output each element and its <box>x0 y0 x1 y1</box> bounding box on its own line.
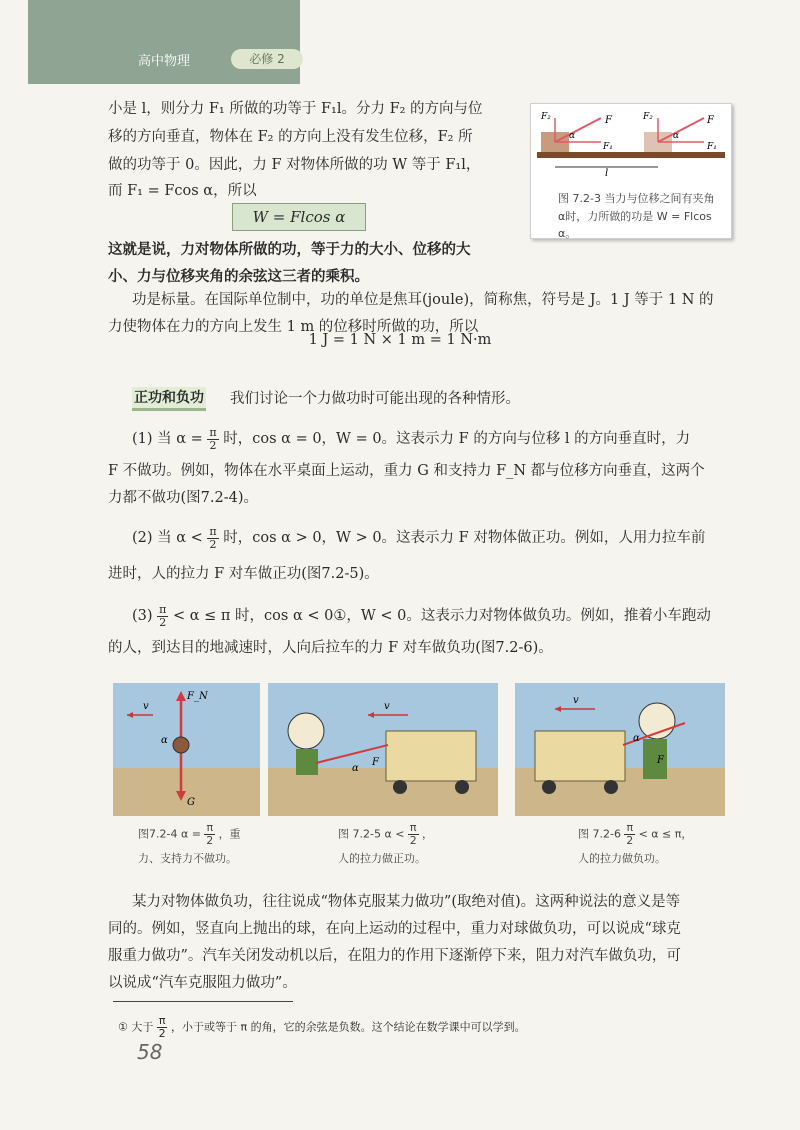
velocity-arrowhead <box>555 706 561 712</box>
pi-num: π <box>159 602 167 616</box>
para3-line2: 同的。例如，竖直向上抛出的球，在向上运动的过程中，重力对球做负功，可以说成“球克 <box>108 921 681 937</box>
para3-line3: 服重力做功”。汽车关闭发动机以后，在阻力的作用下逐渐停下来，阻力对汽车做负功，可 <box>108 948 681 964</box>
case1-rest: 时，cos α = 0，W = 0。这表示力 F 的方向与位移 l 的方向垂直时，力 <box>223 431 691 447</box>
figure-7-2-4-diagram <box>113 683 260 816</box>
two-den: 2 <box>209 537 217 551</box>
velocity-arrowhead <box>368 712 374 718</box>
pi-num: π <box>209 425 217 439</box>
conclusion-line1: 这就是说，力对物体所做的功，等于力的大小、位移的大 <box>108 242 471 258</box>
two-den: 2 <box>209 438 217 452</box>
fig726-caption-prefix: 图 7.2-6 <box>578 827 621 841</box>
pi-over-2 <box>157 604 168 629</box>
label-v: v <box>384 701 390 712</box>
cart <box>535 731 625 781</box>
book-title: 高中物理 <box>138 54 191 69</box>
figure-7-2-6-diagram <box>515 683 725 816</box>
fig726-caption-line2: 人的拉力做负功。 <box>578 852 666 865</box>
figure-7-2-3 <box>530 103 732 239</box>
label-f: F <box>372 757 379 768</box>
label-alpha: α <box>633 733 640 744</box>
case1-line1 <box>132 425 690 453</box>
pi-over-2 <box>204 822 215 847</box>
label-f: F <box>657 755 664 766</box>
label-f-left: F <box>605 115 612 126</box>
label-l: l <box>605 168 609 179</box>
conclusion-line2: 小、力与位移夹角的余弦这三者的乘积。 <box>108 269 369 285</box>
case2-line1 <box>132 524 705 552</box>
label-g: G <box>187 797 195 808</box>
para1-line4: 而 F₁ = Fcos α，所以 <box>108 183 257 199</box>
cart-wheel-left <box>542 780 556 794</box>
label-alpha-left: α <box>569 131 576 141</box>
label-f1-right: F₁ <box>707 142 717 152</box>
force-f-right <box>658 118 704 142</box>
para3-line1: 某力对物体做负功，往往说成“物体克服某力做功”(取绝对值)。这两种说法的意义是等 <box>132 894 681 910</box>
case1-line3: 力都不做功(图7.2-4)。 <box>108 490 258 506</box>
label-f1-left: F₁ <box>603 142 613 152</box>
case3-rest: < α ≤ π 时，cos α < 0①，W < 0。这表示力对物体做负功。例如，推着小车跑动 <box>173 608 711 624</box>
label-f-right: F <box>707 115 714 126</box>
figure-7-2-3-diagram <box>531 104 731 179</box>
label-f2-right: F₂ <box>643 112 653 122</box>
figure-7-2-5 <box>268 683 498 816</box>
two-den: 2 <box>409 834 417 847</box>
label-alpha-right: α <box>673 131 680 141</box>
fig725-caption-line2: 人的拉力做正功。 <box>338 852 426 865</box>
object-ball <box>173 737 189 753</box>
fig724-caption-prefix: 图7.2-4 α = <box>138 827 201 841</box>
two-den: 2 <box>159 615 167 629</box>
force-f-left <box>555 118 601 142</box>
case3-line2: 的人，到达目的地减速时，人向后拉车的力 F 对车做负功(图7.2-6)。 <box>108 640 553 656</box>
footnote-divider <box>113 1001 293 1002</box>
fig724-caption-suffix: ，重 <box>218 827 241 841</box>
label-alpha: α <box>161 735 168 746</box>
fig726-caption-line1 <box>578 822 692 847</box>
case1-prefix: (1) 当 α = <box>132 431 203 447</box>
label-f2-left: F₂ <box>541 112 551 122</box>
pi-over-2 <box>157 1015 168 1040</box>
label-v: v <box>143 701 149 712</box>
unit-equation: 1 J = 1 N × 1 m = 1 N·m <box>308 332 492 348</box>
label-fn: F_N <box>187 691 208 702</box>
label-alpha: α <box>352 763 359 774</box>
para1-line1: 小是 l，则分力 F₁ 所做的功等于 F₁l。分力 F₂ 的方向与位 <box>108 101 483 117</box>
case3-line1 <box>132 602 711 630</box>
case1-line2: F 不做功。例如，物体在水平桌面上运动，重力 G 和支持力 F_N 都与位移方向垂直，这两个 <box>108 463 705 479</box>
cart-wheel-right <box>604 780 618 794</box>
two-den: 2 <box>206 834 214 847</box>
two-den: 2 <box>626 834 634 847</box>
pi-over-2 <box>207 526 218 551</box>
fig724-caption-line2: 力、支持力不做功。 <box>138 852 237 865</box>
person-head <box>288 713 324 749</box>
case2-rest: 时，cos α > 0，W > 0。这表示力 F 对物体做正功。例如，人用力拉车前 <box>223 530 706 546</box>
pi-num: π <box>409 821 417 834</box>
fig723-caption-line1: 图 7.2-3 当力与位移之间有夹角 <box>558 192 715 205</box>
ground-bar <box>537 152 725 158</box>
fig724-caption-line1 <box>138 822 241 847</box>
para1-line3: 做的功等于 0。因此，力 F 对物体所做的功 W 等于 F₁l， <box>108 157 481 173</box>
footnote-rest: ，小于或等于 π 的角，它的余弦是负数。这个结论在数学课中可以学到。 <box>170 1020 526 1034</box>
pi-num: π <box>158 1014 166 1027</box>
work-formula: W = Flcos α <box>232 203 366 231</box>
two-den: 2 <box>158 1027 166 1040</box>
fig723-caption-line2: α时，力所做的功是 W = Flcos α。 <box>558 210 712 240</box>
cart <box>386 731 476 781</box>
footnote-prefix: ① 大于 <box>118 1020 154 1034</box>
footnote <box>118 1015 526 1040</box>
para3-line4: 以说成“汽车克服阻力做功”。 <box>108 975 297 991</box>
figure-7-2-6 <box>515 683 725 816</box>
fig725-caption-line1 <box>338 822 433 847</box>
figure-7-2-4 <box>113 683 260 816</box>
para2-line1: 功是标量。在国际单位制中，功的单位是焦耳(joule)，简称焦，符号是 J。1 J 等于 1 N 的 <box>132 292 714 308</box>
figure-7-2-5-diagram <box>268 683 498 816</box>
pi-over-2 <box>408 822 419 847</box>
para1-line2: 移的方向垂直，物体在 F₂ 的方向上没有发生位移，F₂ 所 <box>108 129 473 145</box>
case3-prefix: (3) <box>132 608 153 624</box>
cart-wheel-right <box>455 780 469 794</box>
pi-over-2 <box>207 427 218 452</box>
fn-arrowhead <box>176 691 186 701</box>
page-number: 58 <box>137 1040 163 1064</box>
cart-wheel-left <box>393 780 407 794</box>
person-body <box>296 749 318 775</box>
case2-line2: 进时，人的拉力 F 对车做正功(图7.2-5)。 <box>108 566 379 582</box>
pi-over-2 <box>624 822 635 847</box>
volume-badge: 必修 2 <box>231 49 303 69</box>
fig726-caption-suffix: < α ≤ π， <box>638 827 693 841</box>
para2-line2: 力使物体在力的方向上发生 1 m 的位移时所做的功，所以 <box>108 319 479 335</box>
pi-num: π <box>209 524 217 538</box>
velocity-arrowhead <box>127 712 133 718</box>
fig725-caption-suffix: ， <box>422 827 434 841</box>
pi-num: π <box>206 821 214 834</box>
label-v: v <box>573 695 579 706</box>
fig725-caption-prefix: 图 7.2-5 α < <box>338 827 405 841</box>
pi-num: π <box>626 821 634 834</box>
g-arrowhead <box>176 791 186 801</box>
case2-prefix: (2) 当 α < <box>132 530 203 546</box>
chapter-header <box>28 0 300 84</box>
section-intro: 我们讨论一个力做功时可能出现的各种情形。 <box>230 391 520 407</box>
section-heading: 正功和负功 <box>132 387 206 411</box>
